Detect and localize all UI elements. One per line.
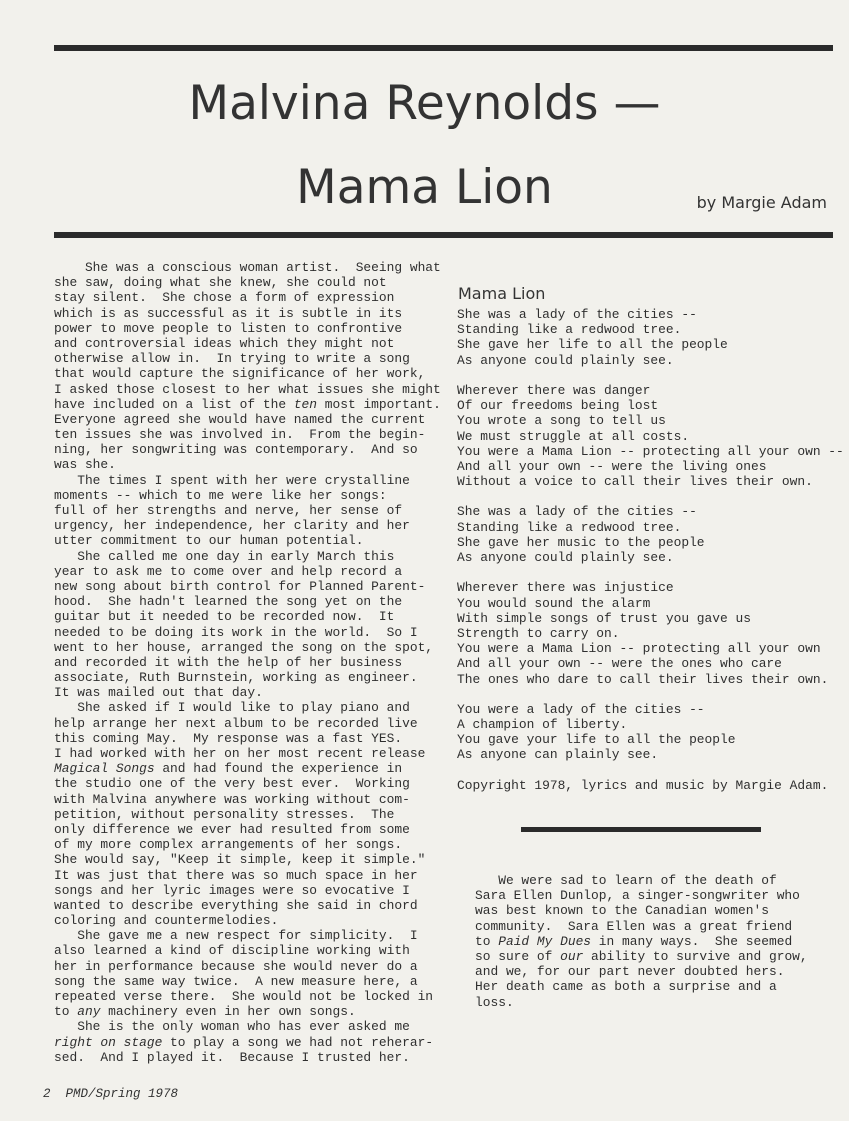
article-line: help arrange her next album to be recorded live — [54, 715, 418, 731]
article-line: coloring and countermelodies. — [54, 913, 279, 929]
article-line: song the same way twice. A new measure here, a — [54, 973, 418, 989]
lyric-line: And all your own -- were the living ones — [457, 458, 767, 474]
article-line: ning, her songwriting was contemporary. And so — [54, 442, 418, 458]
article-body — [54, 260, 441, 1065]
lyric-line: As anyone could plainly see. — [457, 550, 674, 565]
article-line: right on stage to play a song we had not reherar- — [54, 1034, 434, 1050]
lyric-line: As anyone could plainly see. — [457, 352, 674, 368]
lyric-line: And all your own -- were the ones who care — [457, 656, 782, 672]
byline: by Margie Adam — [696, 193, 827, 212]
article-line: have included on a list of the ten most important. — [54, 396, 441, 412]
article-line: moments -- which to me were like her songs: — [54, 487, 387, 503]
lyric-line: Wherever there was injustice — [457, 580, 674, 596]
lyric-line: She was a lady of the cities -- — [457, 504, 697, 520]
article-line: I asked those closest to her what issues she might — [54, 381, 441, 397]
article-line: repeated verse there. She would not be locked in — [54, 989, 434, 1004]
article-line: associate, Ruth Burnstein, working as engineer. — [54, 670, 418, 686]
article-line: otherwise allow in. In trying to write a song — [54, 351, 410, 367]
article-line: utter commitment to our human potential. — [54, 533, 364, 549]
publication-label: PMD/Spring 1978 — [65, 1087, 179, 1101]
lyric-line: A champion of liberty. — [457, 717, 628, 733]
lyric-line: We must struggle at all costs. — [457, 428, 690, 444]
notice-line: We were sad to learn of the death of — [475, 873, 777, 888]
article-line: her in performance because she would never do a — [54, 958, 418, 974]
lyric-line — [457, 687, 842, 702]
article-line: year to ask me to come over and help record a — [54, 563, 403, 579]
lyric-line: You were a Mama Lion -- protecting all your own -- — [457, 443, 844, 459]
lyrics-title: Mama Lion — [458, 284, 546, 303]
page-title-line2: Mama Lion — [296, 160, 553, 215]
section-divider — [521, 827, 761, 832]
lyric-line: Strength to carry on. — [457, 625, 620, 641]
lyric-line: Standing like a redwood tree. — [457, 322, 682, 338]
lyric-line: As anyone can plainly see. — [457, 747, 659, 763]
article-line: she saw, doing what she knew, she could not — [54, 275, 387, 291]
article-line: and recorded it with the help of her business — [54, 654, 403, 670]
lyric-line: You were a lady of the cities -- — [457, 701, 705, 717]
lyric-line: Without a voice to call their lives their own. — [457, 474, 813, 490]
article-line: songs and her lyric images were so evocative I — [54, 882, 410, 898]
lyric-line: Wherever there was danger — [457, 382, 651, 398]
top-rule — [54, 45, 833, 51]
lyric-line: She gave her life to all the people — [457, 337, 728, 353]
lyric-line: Of our freedoms being lost — [457, 398, 659, 414]
article-line: It was mailed out that day. — [54, 685, 263, 701]
obituary-notice — [475, 873, 815, 1010]
lyric-line: Standing like a redwood tree. — [457, 519, 682, 535]
notice-line: Sara Ellen Dunlop, a singer-songwriter who — [475, 888, 800, 904]
article-line: of my more complex arrangements of her songs. — [54, 837, 403, 853]
article-line: Everyone agreed she would have named the current — [54, 411, 426, 427]
page-title-line1: Malvina Reynolds — — [188, 76, 661, 131]
article-line: She would say, "Keep it simple, keep it simple." — [54, 852, 426, 868]
article-line: It was just that there was so much space in her — [54, 867, 418, 883]
lyric-line: You were a Mama Lion -- protecting all your own — [457, 641, 821, 657]
article-line: I had worked with her on her most recent release — [54, 746, 426, 761]
lyric-line — [457, 368, 842, 383]
lyrics-body — [457, 307, 842, 793]
lyric-line — [457, 489, 842, 504]
lyric-line: She was a lady of the cities -- — [457, 307, 697, 322]
article-line: petition, without personality stresses. The — [54, 806, 395, 822]
lyric-line — [457, 565, 842, 580]
notice-line: so sure of our ability to survive and grow, — [475, 948, 808, 964]
article-line: She asked if I would like to play piano and — [54, 700, 410, 716]
article-line: She gave me a new respect for simplicity. I — [54, 928, 418, 944]
notice-line: was best known to the Canadian women's — [475, 903, 769, 919]
article-line: She was a conscious woman artist. Seeing what — [54, 260, 441, 275]
article-line: only difference we ever had resulted from some — [54, 821, 410, 837]
article-line: to any machinery even in her own songs. — [54, 1004, 356, 1020]
article-line: The times I spent with her were crystalline — [54, 472, 410, 488]
article-line: She called me one day in early March this — [54, 548, 395, 564]
article-line: hood. She hadn't learned the song yet on the — [54, 594, 403, 610]
lyric-line: Copyright 1978, lyrics and music by Margie Adam. — [457, 777, 829, 793]
article-line: needed to be doing its work in the world. So I — [54, 624, 418, 640]
notice-line: community. Sara Ellen was a great friend — [475, 918, 793, 934]
lyric-line — [457, 763, 842, 778]
page-footer — [43, 1087, 178, 1101]
article-line: this coming May. My response was a fast YES. — [54, 730, 403, 746]
notice-line: and we, for our part never doubted hers. — [475, 964, 785, 980]
lyric-line: You gave your life to all the people — [457, 732, 736, 748]
article-line: power to move people to listen to confrontive — [54, 320, 403, 336]
article-line: new song about birth control for Planned Parent- — [54, 578, 426, 594]
article-line: She is the only woman who has ever asked me — [54, 1019, 410, 1035]
article-line: stay silent. She chose a form of expression — [54, 290, 395, 306]
page-number: 2 — [43, 1087, 51, 1101]
article-line: which is as successful as it is subtle in its — [54, 305, 403, 321]
lyric-line: She gave her music to the people — [457, 534, 705, 550]
article-line: full of her strengths and nerve, her sense of — [54, 503, 403, 518]
title-rule — [54, 232, 833, 238]
article-line: that would capture the significance of her work, — [54, 366, 426, 382]
lyric-line: You wrote a song to tell us — [457, 413, 666, 429]
article-line: went to her house, arranged the song on the spot, — [54, 639, 434, 655]
article-line: wanted to describe everything she said in chord — [54, 897, 418, 913]
article-line: the studio one of the very best ever. Working — [54, 776, 410, 792]
article-line: urgency, her independence, her clarity and her — [54, 518, 410, 534]
lyric-line: You would sound the alarm — [457, 595, 651, 611]
article-line: with Malvina anywhere was working without com- — [54, 791, 410, 807]
lyric-line: The ones who dare to call their lives their own. — [457, 671, 829, 687]
lyric-line: With simple songs of trust you gave us — [457, 610, 751, 626]
notice-line: to Paid My Dues in many ways. She seemed — [475, 933, 793, 949]
article-line: also learned a kind of discipline working with — [54, 943, 410, 959]
article-line: was she. — [54, 457, 116, 473]
article-line: Magical Songs and had found the experience in — [54, 761, 403, 777]
article-line: guitar but it needed to be recorded now. It — [54, 609, 395, 625]
notice-line: loss. — [475, 994, 514, 1010]
notice-line: Her death came as both a surprise and a — [475, 979, 777, 995]
article-line: and controversial ideas which they might not — [54, 335, 395, 351]
article-line: ten issues she was involved in. From the begin- — [54, 427, 426, 443]
article-line: sed. And I played it. Because I trusted her. — [54, 1049, 410, 1065]
